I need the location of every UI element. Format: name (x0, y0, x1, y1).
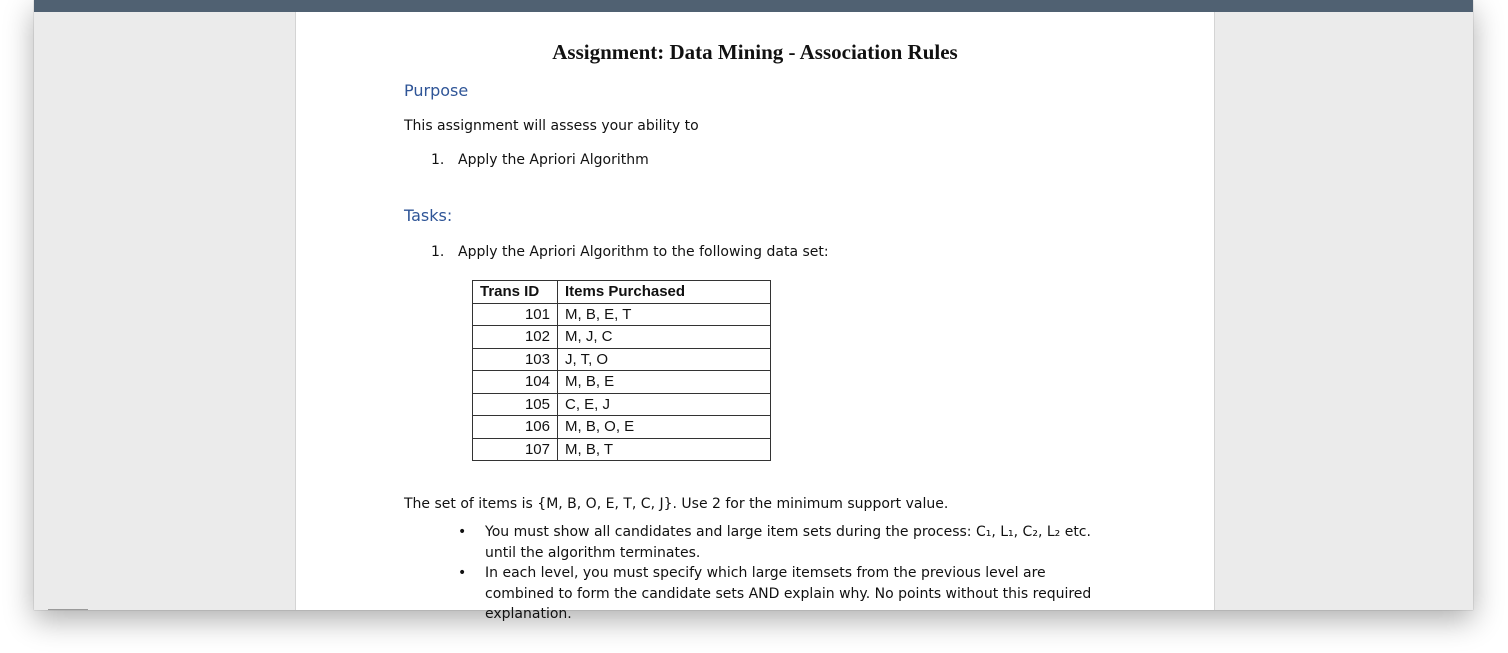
bullet-icon: • (458, 565, 467, 581)
table-row (473, 416, 771, 439)
list-item-text: You must show all candidates and large item sets during the process: C₁, L₁, C₂, L₂ etc. until the algorithm terminates. (485, 524, 1091, 561)
transactions-table (472, 280, 771, 461)
trans-id-cell: 101 (473, 303, 558, 326)
trans-id-cell: 102 (473, 326, 558, 349)
table-row (473, 371, 771, 394)
requirements-list (458, 522, 1098, 625)
bullet-icon: • (458, 524, 467, 540)
trans-id-cell: 103 (473, 348, 558, 371)
items-cell: M, B, T (558, 438, 771, 461)
trans-id-cell: 104 (473, 371, 558, 394)
purpose-heading: Purpose (404, 81, 469, 100)
list-item-text: In each level, you must specify which large itemsets from the previous level are combined to form the candidate sets AND explain why. No points without this required explanation. (485, 565, 1092, 622)
item-set-statement: The set of items is {M, B, O, E, T, C, J}. Use 2 for the minimum support value. (404, 496, 949, 512)
table-row (473, 303, 771, 326)
items-cell: M, B, E, T (558, 303, 771, 326)
purpose-item-text: Apply the Apriori Algorithm (458, 152, 649, 168)
task-item (431, 244, 829, 260)
column-header-items-purchased: Items Purchased (558, 281, 771, 304)
trans-id-cell: 106 (473, 416, 558, 439)
items-cell: M, J, C (558, 326, 771, 349)
items-cell: C, E, J (558, 393, 771, 416)
table-row (473, 348, 771, 371)
document-title: Assignment: Data Mining - Association Rules (552, 40, 958, 64)
table-row (473, 438, 771, 461)
task-item-number: 1. (431, 244, 445, 260)
table-row (473, 326, 771, 349)
document-window (34, 0, 1473, 622)
document-page[interactable] (295, 12, 1215, 622)
items-cell: M, B, O, E (558, 416, 771, 439)
trans-id-cell: 105 (473, 393, 558, 416)
list-item (458, 522, 1098, 563)
items-cell: M, B, E (558, 371, 771, 394)
task-item-text: Apply the Apriori Algorithm to the following data set: (458, 244, 829, 260)
trans-id-cell: 107 (473, 438, 558, 461)
purpose-intro: This assignment will assess your ability to (404, 118, 699, 134)
tasks-heading: Tasks: (404, 206, 453, 225)
window-title-bar (34, 0, 1473, 12)
list-item (458, 563, 1098, 625)
purpose-item-number: 1. (431, 152, 445, 168)
items-cell: J, T, O (558, 348, 771, 371)
column-header-trans-id: Trans ID (473, 281, 558, 304)
table-row (473, 393, 771, 416)
scroll-indicator (48, 609, 88, 610)
purpose-item (431, 152, 649, 168)
table-header-row (473, 281, 771, 304)
